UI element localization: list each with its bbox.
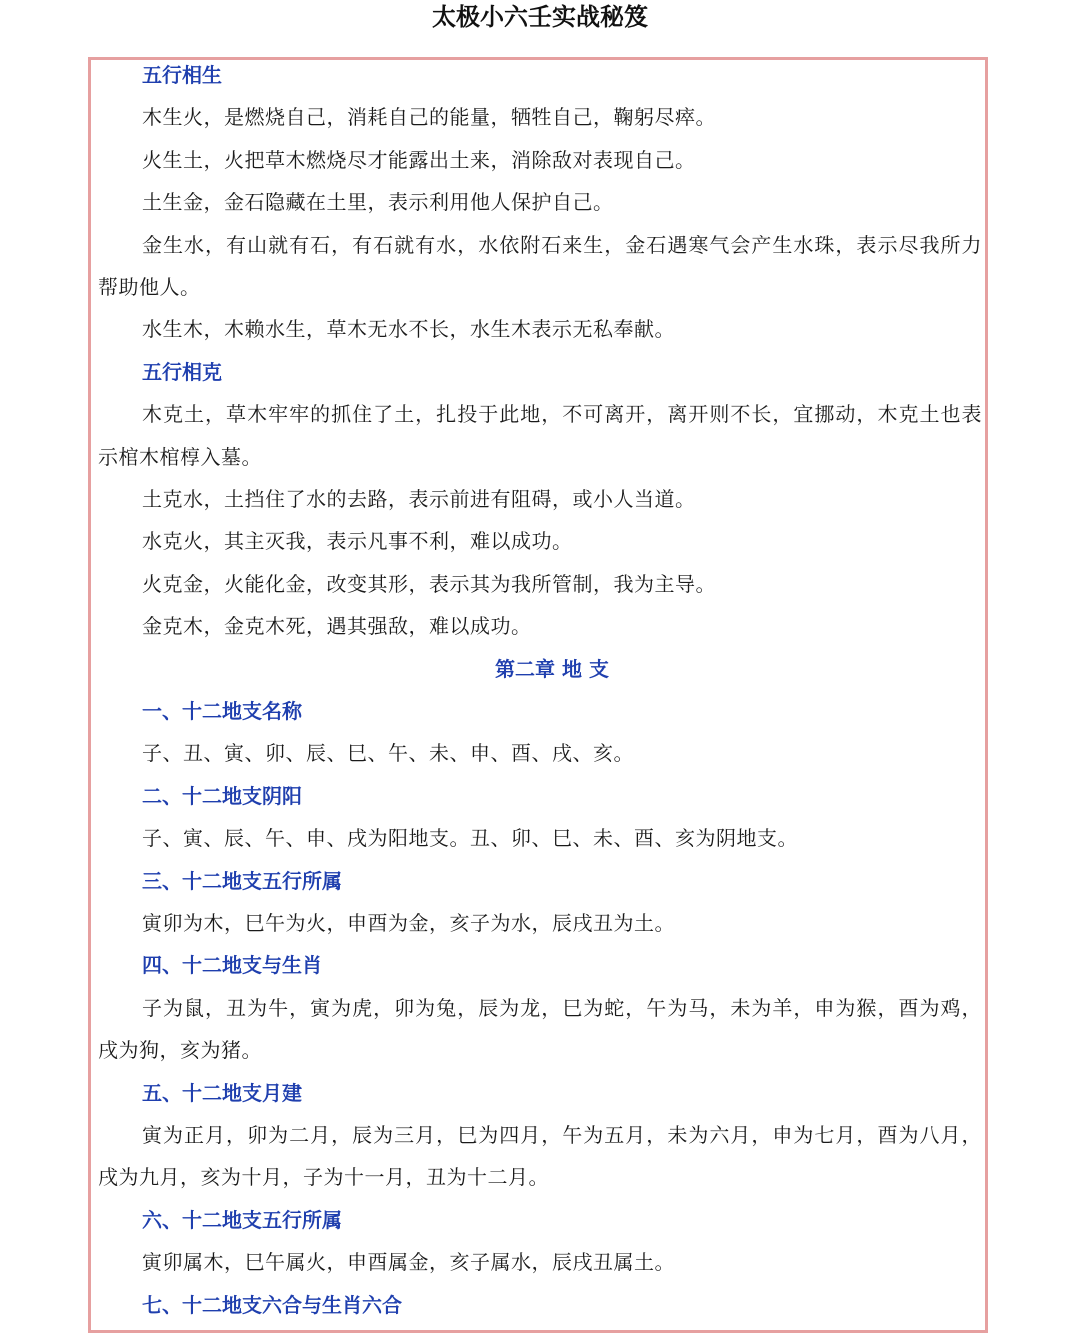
section-heading-zodiac: 四、十二地支与生肖 [142, 953, 322, 978]
paragraph: 寅为正月，卯为二月，辰为三月，巳为四月，午为五月，未为六月，申为七月，酉为八月，戌为九月，亥为十月，子为十一月，丑为十二月。 [98, 1123, 982, 1190]
paragraph: 水生木，木赖水生，草木无水不长，水生木表示无私奉献。 [142, 317, 675, 342]
section-heading-liuhe: 七、十二地支六合与生肖六合 [142, 1292, 402, 1317]
paragraph: 金生水，有山就有石，有石就有水，水依附石来生，金石遇寒气会产生水珠，表示尽我所力帮助他人。 [98, 232, 982, 300]
paragraph: 子为鼠，丑为牛，寅为虎，卯为兔，辰为龙，巳为蛇，午为马，未为羊，申为猴，酉为鸡，戌为狗，亥为猪。 [98, 995, 982, 1063]
paragraph: 土生金，金石隐藏在土里，表示利用他人保护自己。 [142, 190, 614, 215]
section-heading-wuxing-shu: 六、十二地支五行所属 [142, 1207, 342, 1232]
chapter-heading: 第二章 地 支 [495, 656, 609, 681]
paragraph: 水克火，其主灭我，表示凡事不利，难以成功。 [142, 529, 573, 554]
paragraph: 子、寅、辰、午、申、戌为阳地支。丑、卯、巳、未、酉、亥为阴地支。 [142, 826, 798, 851]
document-title: 太极小六壬实战秘笈 [432, 3, 648, 31]
section-heading-wuxing-xiangke: 五行相克 [142, 359, 222, 384]
paragraph: 子、丑、寅、卯、辰、巳、午、未、申、酉、戌、亥。 [142, 741, 634, 766]
paragraph: 木克土，草木牢牢的抓住了土，扎投于此地，不可离开，离开则不长，宜挪动，木克土也表示棺木棺椁入墓。 [98, 402, 982, 469]
document-body [98, 54, 982, 1326]
section-heading-yinyang: 二、十二地支阴阳 [142, 783, 302, 808]
paragraph: 土克水，土挡住了水的去路，表示前进有阻碍，或小人当道。 [142, 487, 696, 512]
paragraph: 火生土，火把草木燃烧尽才能露出土来，消除敌对表现自己。 [142, 147, 696, 172]
section-heading-months: 五、十二地支月建 [142, 1080, 302, 1105]
section-heading-names: 一、十二地支名称 [142, 699, 302, 724]
paragraph: 寅卯为木，巳午为火，申酉为金，亥子为水，辰戌丑为土。 [142, 911, 675, 936]
paragraph: 木生火，是燃烧自己，消耗自己的能量，牺牲自己，鞠躬尽瘁。 [142, 105, 716, 130]
paragraph: 火克金，火能化金，改变其形，表示其为我所管制，我为主导。 [142, 571, 716, 596]
paragraph: 金克木，金克木死，遇其强敌，难以成功。 [142, 614, 532, 639]
section-heading-wuxing-xiangsheng: 五行相生 [142, 63, 222, 87]
paragraph: 寅卯属木，巳午属火，申酉属金，亥子属水，辰戌丑属土。 [142, 1250, 675, 1275]
section-heading-wuxing: 三、十二地支五行所属 [142, 868, 342, 893]
